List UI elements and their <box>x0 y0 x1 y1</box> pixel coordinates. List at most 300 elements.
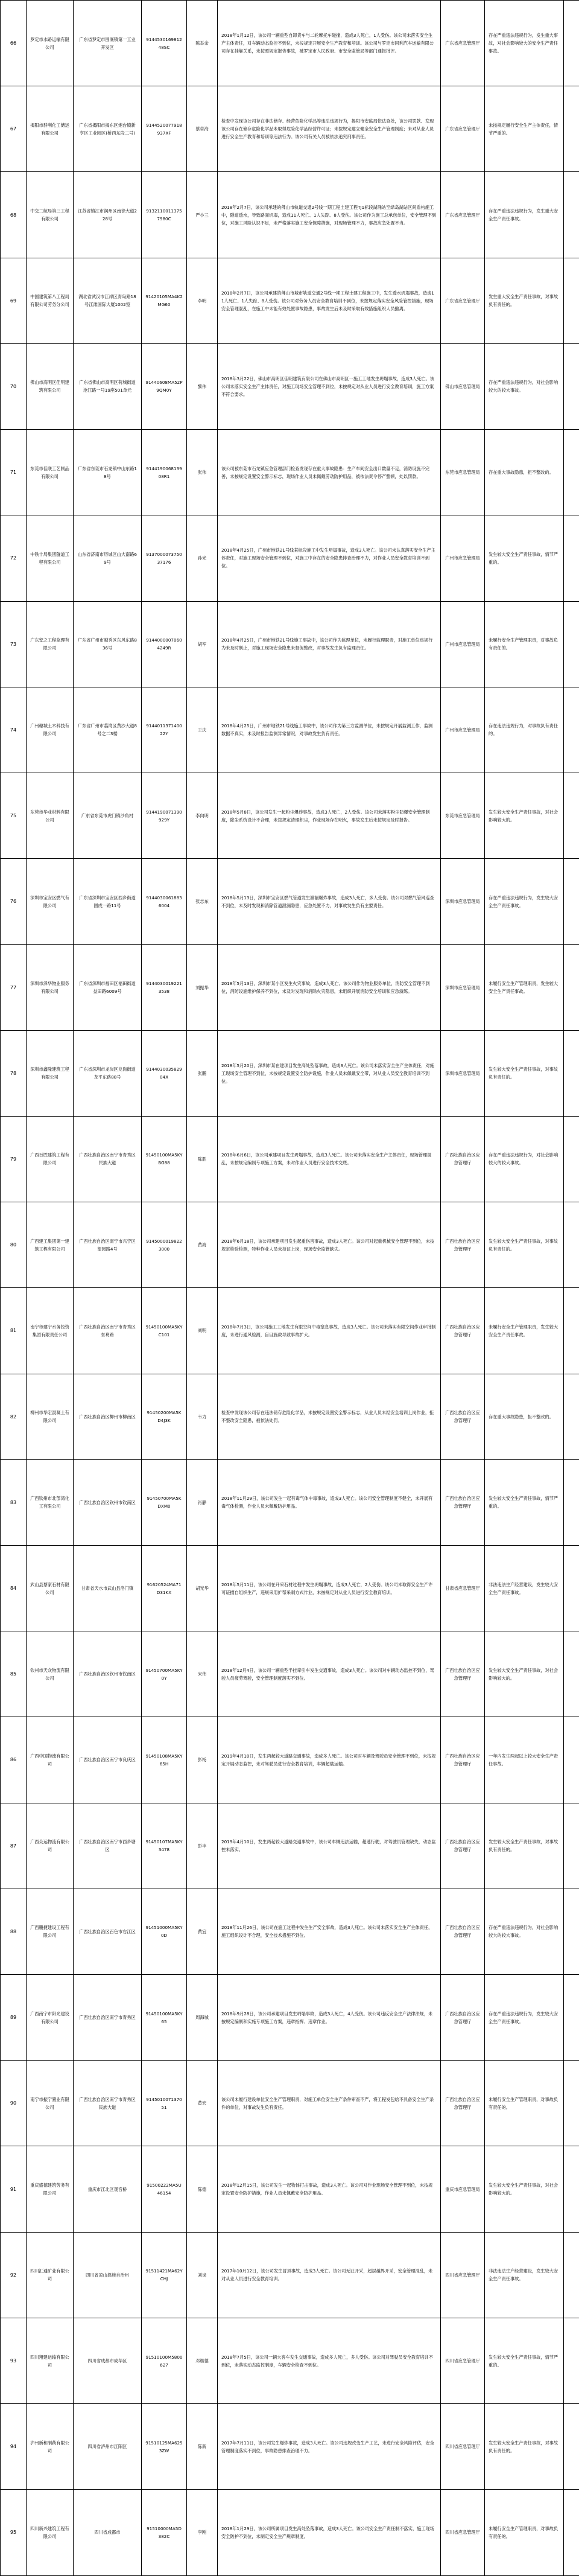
row-number: 73 <box>1 601 27 687</box>
row-number: 74 <box>1 687 27 773</box>
company-address: 广东省罗定市围底镇第一工业开发区 <box>74 1 142 86</box>
company-name: 四川汇通矿业有限公司 <box>27 2232 74 2318</box>
legal-person: 彭杨 <box>187 1717 218 1803</box>
company-name: 广西钦州市北部湾化工有限公司 <box>27 1459 74 1545</box>
authority: 四川省应急管理厅 <box>441 2232 485 2318</box>
listing-reason: 非法违法生产经营建设，发生较大安全生产责任事故。 <box>485 1545 564 1631</box>
authority: 广东省应急管理厅 <box>441 258 485 343</box>
company-address: 广东省东莞市石龙镇中山东路18号 <box>74 430 142 515</box>
table-row <box>1 1202 579 1288</box>
table-row <box>1 2061 579 2146</box>
credit-code: 91440300618836004 <box>142 859 187 945</box>
company-name: 广东安之工程监理有限公司 <box>27 601 74 687</box>
legal-person: 陈德 <box>187 2146 218 2232</box>
listing-reason: 存在违法违规行为，对事故负有责任的。 <box>485 687 564 773</box>
legal-person: 陈举余 <box>187 1 218 86</box>
violation-facts: 2017年7月11日，该公司发生爆炸事故，造成3人死亡。该公司违规改变生产工艺，未进行安全风险评估，安全管理制度落实不到位，事故隐患排查治理不力。 <box>218 2404 441 2490</box>
violation-facts: 2018年7月5日，该公司一辆大客车发生交通事故，造成多人死亡，多人受伤。该公司对驾驶员安全教育培训不到位，未落实动态监控制度，车辆安全检查不到位。 <box>218 2318 441 2403</box>
company-address: 四川省泸州市江阳区 <box>74 2404 142 2490</box>
table-row <box>1 1374 579 1459</box>
legal-person: 李刚 <box>187 2490 218 2575</box>
listing-reason: 发生较大安全生产责任事故，对事故负有责任的。 <box>485 1202 564 1288</box>
remarks <box>564 343 579 429</box>
authority: 四川省应急管理厅 <box>441 2404 485 2490</box>
listing-reason: 一年内发生两起以上较大安全生产责任事故。 <box>485 1717 564 1803</box>
company-address: 重庆市江北区观音桥 <box>74 2146 142 2232</box>
listing-reason: 发生较大安全生产责任事故，对社会影响较大的。 <box>485 2146 564 2232</box>
violation-facts: 2018年11月26日，该公司在施工过程中发生生产安全事故，造成3人死亡。该公司未落实安全生产主体责任，施工组织设计不合理，安全技术措施不到位。 <box>218 1889 441 1974</box>
legal-person: 蔡卓海 <box>187 86 218 172</box>
remarks <box>564 2232 579 2318</box>
company-address: 广东省揭阳市揭东区炮台镇新亨区工业园区(桥西东段二号) <box>74 86 142 172</box>
credit-code: 91510000MA5D382C <box>142 2490 187 2575</box>
remarks <box>564 1717 579 1803</box>
company-name: 广西鹏捷建设工程有限公司 <box>27 1889 74 1974</box>
violation-facts: 2018年6月6日，该公司承建项目发生坍塌事故，造成3人死亡。该公司未落实安全生产主体责任，现场管理混乱，未按规定编制专项施工方案，未对作业人员进行安全技术交底。 <box>218 1116 441 1202</box>
credit-code: 9144190071390929Y <box>142 773 187 858</box>
credit-code: 914403003582904X <box>142 1030 187 1116</box>
violation-facts: 2018年5月13日，深圳市宝安区燃气管道发生泄漏爆炸事故，造成3人死亡，多人受伤。该公司对燃气管网巡查不到位，未及时发现和消除管道泄漏隐患，应急处置不力，对事故发生负有主要责任。 <box>218 859 441 945</box>
row-number: 81 <box>1 1288 27 1374</box>
table-row <box>1 2318 579 2403</box>
credit-code: 91450200MA5KD4J3K <box>142 1374 187 1459</box>
row-number: 86 <box>1 1717 27 1803</box>
remarks <box>564 86 579 172</box>
row-number: 87 <box>1 1803 27 1889</box>
violation-facts: 2017年10月12日，该公司发生冒顶事故，造成3人死亡。该公司无证开采，超层越界开采，安全管理混乱，未对从业人员进行安全教育培训。 <box>218 2232 441 2318</box>
remarks <box>564 1202 579 1288</box>
table-row <box>1 687 579 773</box>
remarks <box>564 1631 579 1717</box>
company-address: 广东省深圳市龙岗区龙岗街道龙平东路88号 <box>74 1030 142 1116</box>
listing-reason: 发生较大安全生产责任事故，情节严重的。 <box>485 1459 564 1545</box>
credit-code: 91440608MA52P9QM0Y <box>142 343 187 429</box>
company-address: 广西壮族自治区南宁市良庆区 <box>74 1717 142 1803</box>
credit-code: 91440300192213538 <box>142 945 187 1030</box>
company-address: 广西壮族自治区百色市右江区 <box>74 1889 142 1974</box>
company-name: 广西众运物流有限公司 <box>27 1803 74 1889</box>
legal-person: 王庆 <box>187 687 218 773</box>
listing-reason: 发生较大安全生产责任事故，对事故负有责任的。 <box>485 1803 564 1889</box>
remarks <box>564 172 579 258</box>
credit-code: 914501007137051 <box>142 2061 187 2146</box>
remarks <box>564 1288 579 1374</box>
listing-reason: 发生较大安全生产责任事故，情节严重的。 <box>485 2318 564 2403</box>
row-number: 68 <box>1 172 27 258</box>
legal-person: 周海城 <box>187 1975 218 2061</box>
table-row <box>1 2146 579 2232</box>
table-row <box>1 2404 579 2490</box>
table-row <box>1 1717 579 1803</box>
table-row <box>1 1116 579 1202</box>
row-number: 84 <box>1 1545 27 1631</box>
company-name: 罗定市水路运输有限公司 <box>27 1 74 86</box>
company-name: 中铁十局集团隧道工程有限公司 <box>27 515 74 601</box>
listing-reason: 发生较大安全生产责任事故，对事故负有责任的。 <box>485 1030 564 1116</box>
authority: 广西壮族自治区应急管理厅 <box>441 1631 485 1717</box>
authority: 四川省应急管理厅 <box>441 2490 485 2575</box>
row-number: 94 <box>1 2404 27 2490</box>
table-row <box>1 515 579 601</box>
authority: 深圳市应急管理局 <box>441 859 485 945</box>
listing-reason: 未履行安全生产管理职责，对事故负有责任的。 <box>485 2061 564 2146</box>
violation-facts: 2018年12月15日，该公司发生一起物体打击事故，造成3人死亡。该公司对作业现场安全管理不到位，未按规定设置安全防护措施，作业人员未佩戴安全防护用品。 <box>218 2146 441 2232</box>
violation-facts: 2018年6月18日，该公司承建项目发生起重伤害事故，造成3人死亡。该公司对起重机械安全管理不到位，未按规定检验检测，特种作业人员未持证上岗，现场安全监管缺失。 <box>218 1202 441 1288</box>
company-name: 广西建工集团第一建筑工程有限公司 <box>27 1202 74 1288</box>
row-number: 85 <box>1 1631 27 1717</box>
authority: 广西壮族自治区应急管理厅 <box>441 1459 485 1545</box>
remarks <box>564 1 579 86</box>
row-number: 78 <box>1 1030 27 1116</box>
authority: 重庆市应急管理局 <box>441 2146 485 2232</box>
credit-code: 914419006813908R1 <box>142 430 187 515</box>
row-number: 79 <box>1 1116 27 1202</box>
legal-person: 孙光 <box>187 515 218 601</box>
credit-code: 91500222MA5U46154 <box>142 2146 187 2232</box>
listing-reason: 发生较大安全生产责任事故，对事故负有责任的。 <box>485 2404 564 2490</box>
listing-reason: 存在严重违法违规行为，发生较大安全生产责任事故。 <box>485 859 564 945</box>
violation-facts: 2018年5月8日，该公司发生一起粉尘爆炸事故，造成3人死亡，2人受伤。该公司未落实粉尘防爆安全管理制度，除尘系统设计不合理，未按规定清理积尘，作业现场存在明火，事故发生后未按规定及时报告。 <box>218 773 441 858</box>
violation-facts: 检查中发现该公司存在非法储存、经营危险化学品等违法违规行为，揭阳市安监局依法查处，该公司罚款、发现该公司存在储存危险化学品未取得危险化学品经营许可证；未按规定建立健全安全生产管理制度；未对从业人员进行安全生产教育和培训等违法行为。该公司有关人员被依法追究刑事责任。 <box>218 86 441 172</box>
authority: 广州市应急管理局 <box>441 601 485 687</box>
remarks <box>564 1374 579 1459</box>
company-address: 广西壮族自治区南宁市青秀区东葛路 <box>74 1288 142 1374</box>
violation-facts: 2018年12月4日，该公司一辆重型半挂牵引车发生交通事故，造成3人死亡。该公司对车辆动态监控不到位，驾驶人员疲劳驾驶，安全管理制度落实不到位。 <box>218 1631 441 1717</box>
credit-code: 9144520077918937XF <box>142 86 187 172</box>
company-address: 广东省广州市越秀区东风东路836号 <box>74 601 142 687</box>
listing-reason: 存在严重违法违规行为，发生重大安全生产责任事故。 <box>485 172 564 258</box>
credit-code: 91450100MA5KY65 <box>142 1975 187 2061</box>
row-number: 92 <box>1 2232 27 2318</box>
company-name: 佛山市高明区佳明建筑有限公司 <box>27 343 74 429</box>
company-name: 东莞市佳联工艺制品有限公司 <box>27 430 74 515</box>
listing-reason: 存在重大事故隐患，拒不整改的。 <box>485 430 564 515</box>
violation-facts: 该公司未履行建设单位安全生产管理职责，对施工单位安全生产条件审查不严，将工程发包给不具备安全生产条件的单位，对事故发生负有责任。 <box>218 2061 441 2146</box>
company-address: 广东省深圳市宝安区西乡街道固戍一路11号 <box>74 859 142 945</box>
violation-facts: 2018年7月3日，该公司施工工地发生有限空间中毒窒息事故，造成3人死亡。该公司未落实有限空间作业审批制度，未进行通风检测，盲目施救导致事故扩大。 <box>218 1288 441 1374</box>
row-number: 67 <box>1 86 27 172</box>
listing-reason: 存在严重违法违规行为，对社会影响较大的较大事故。 <box>485 343 564 429</box>
table-row <box>1 430 579 515</box>
remarks <box>564 2061 579 2146</box>
remarks <box>564 430 579 515</box>
remarks <box>564 773 579 858</box>
violation-facts: 2018年5月11日，该公司在开采石材过程中发生坍塌事故，造成3人死亡，2人受伤。该公司未取得安全生产许可证擅自组织生产，违规采用扩帮采剥方式作业，未按规定对从业人员进行安全教育培训。 <box>218 1545 441 1631</box>
violation-facts: 检查中发现该公司存在违法储存危险化学品，未按规定设置安全警示标志，从业人员未经安全培训上岗作业，拒不整改安全隐患，被依法处罚。 <box>218 1374 441 1459</box>
table-row <box>1 859 579 945</box>
violation-facts: 2018年5月20日，深圳市某在建项目发生高处坠落事故，造成3人死亡。该公司未落实安全生产主体责任，对施工现场安全管理不到位，未按规定设置安全防护设施，作业人员未佩戴安全带，对从业人员安全教育培训不到位。 <box>218 1030 441 1116</box>
authority: 佛山市应急管理局 <box>441 343 485 429</box>
company-address: 广西壮族自治区南宁市西乡塘区 <box>74 1803 142 1889</box>
company-address: 广西壮族自治区钦州市钦南区 <box>74 1459 142 1545</box>
remarks <box>564 859 579 945</box>
remarks <box>564 2318 579 2403</box>
company-address: 江苏省镇江市润州区南徐大道228号 <box>74 172 142 258</box>
row-number: 75 <box>1 773 27 858</box>
legal-person: 刘振华 <box>187 945 218 1030</box>
credit-code: 91420105MA4K2MG60 <box>142 258 187 343</box>
legal-person: 李向明 <box>187 773 218 858</box>
remarks <box>564 1459 579 1545</box>
company-name: 重庆盛德建筑劳务有限公司 <box>27 2146 74 2232</box>
authority: 广西壮族自治区应急管理厅 <box>441 1889 485 1974</box>
legal-person: 刘岗 <box>187 2232 218 2318</box>
legal-person: 韦力 <box>187 1374 218 1459</box>
credit-code: 91510125MA6253ZW <box>142 2404 187 2490</box>
remarks <box>564 1030 579 1116</box>
credit-code: 91451000MA5KY0D <box>142 1889 187 1974</box>
row-number: 66 <box>1 1 27 86</box>
credit-code: 91450107MA5KY3478 <box>142 1803 187 1889</box>
listing-reason: 未履行安全生产管理职责，对事故负有责任的。 <box>485 2490 564 2575</box>
authority: 广西壮族自治区应急管理厅 <box>441 1202 485 1288</box>
authority: 广西壮族自治区应急管理厅 <box>441 1288 485 1374</box>
legal-person: 邓继德 <box>187 2318 218 2403</box>
row-number: 80 <box>1 1202 27 1288</box>
row-number: 93 <box>1 2318 27 2403</box>
company-address: 广西壮族自治区南宁市青秀区 <box>74 1975 142 2061</box>
company-name: 东莞市华业材料有限公司 <box>27 773 74 858</box>
remarks <box>564 515 579 601</box>
company-name: 揭阳市群利化工储运有限公司 <box>27 86 74 172</box>
remarks <box>564 687 579 773</box>
row-number: 91 <box>1 2146 27 2232</box>
listing-reason: 未按规定履行安全生产主体责任，情节严重的。 <box>485 86 564 172</box>
credit-code: 91511421MA62YCHJ <box>142 2232 187 2318</box>
credit-code: 914453016981248SC <box>142 1 187 86</box>
violation-facts: 2018年5月13日，深圳市某小区发生火灾事故，造成3人死亡。该公司作为物业服务单位，消防安全管理不到位，消防设施维护保养不到位，未及时发现和消除火灾隐患，未组织开展消防安全培训和应急演练。 <box>218 945 441 1030</box>
listing-reason: 发生重大安全生产责任事故，对事故负有责任的。 <box>485 258 564 343</box>
company-address: 广西壮族自治区钦州市钦南区 <box>74 1631 142 1717</box>
remarks <box>564 2404 579 2490</box>
table-row <box>1 1288 579 1374</box>
listing-reason: 存在严重违法违规行为，对社会影响较大的较大事故。 <box>485 1889 564 1974</box>
authority: 四川省应急管理厅 <box>441 2318 485 2403</box>
authority: 广西壮族自治区应急管理厅 <box>441 1717 485 1803</box>
company-address: 广东省东莞市虎门镇沙角村 <box>74 773 142 858</box>
company-address: 甘肃省天水市武山县洛门镇 <box>74 1545 142 1631</box>
listing-reason: 存在严重违法违规行为，发生重大事故，对社会影响较大的安全生产责任事故。 <box>485 1 564 86</box>
table-row <box>1 258 579 343</box>
company-name: 武山县蔡家石材有限公司 <box>27 1545 74 1631</box>
company-name: 广州穗城土木科技有限公司 <box>27 687 74 773</box>
authority: 广东省应急管理厅 <box>441 1 485 86</box>
legal-person: 胡光华 <box>187 1545 218 1631</box>
row-number: 71 <box>1 430 27 515</box>
violation-facts: 2018年9月28日，该公司承建项目发生坍塌事故，造成3人死亡，4人受伤。该公司违反安全生产法律法规，未按规定编制和实施专项施工方案，违章指挥、违章作业。 <box>218 1975 441 2061</box>
company-name: 中国建筑第八工程局有限公司劳务分公司 <box>27 258 74 343</box>
company-name: 南宁市建宁水务投资集团有限责任公司 <box>27 1288 74 1374</box>
table-row <box>1 945 579 1030</box>
row-number: 88 <box>1 1889 27 1974</box>
row-number: 76 <box>1 859 27 945</box>
company-address: 山东省济南市历城区山大南路69号 <box>74 515 142 601</box>
listing-reason: 存在严重违法违规行为，发生较大安全生产责任事故。 <box>485 1975 564 2061</box>
company-address: 广西壮族自治区南宁市兴宁区望园路4号 <box>74 1202 142 1288</box>
company-address: 广东省佛山市高明区荷城街道沧江路一号19座501单元 <box>74 343 142 429</box>
legal-person: 张伟 <box>187 430 218 515</box>
listing-reason: 存在重大事故隐患，拒不整改的。 <box>485 1374 564 1459</box>
company-name: 钦州市天众物流有限公司 <box>27 1631 74 1717</box>
table-row <box>1 1975 579 2061</box>
credit-code: 91450100MA5KYBG88 <box>142 1116 187 1202</box>
remarks <box>564 1116 579 1202</box>
authority: 东莞市应急管理局 <box>441 430 485 515</box>
company-name: 四川新兴建筑工程有限公司 <box>27 2490 74 2575</box>
listing-reason: 发生较大安全生产责任事故，情节严重的。 <box>485 515 564 601</box>
row-number: 82 <box>1 1374 27 1459</box>
company-address: 四川省成都市成华区 <box>74 2318 142 2403</box>
table-row <box>1 2490 579 2575</box>
authority: 深圳市应急管理局 <box>441 1030 485 1116</box>
credit-code: 914401137140022Y <box>142 687 187 773</box>
listing-reason: 未履行安全生产管理职责，对事故负有责任的。 <box>485 601 564 687</box>
violation-facts: 2018年4月25日，广州市地铁21号线某标段施工中发生坍塌事故，造成3人死亡。该公司未认真落实安全生产主体责任，对施工现场安全管理不到位，对施工中存在的安全隐患排查治理不力，对作业人员安全教育培训不到位。 <box>218 515 441 601</box>
remarks <box>564 1803 579 1889</box>
authority: 广东省应急管理厅 <box>441 86 485 172</box>
legal-person: 陈新 <box>187 2404 218 2490</box>
remarks <box>564 2490 579 2575</box>
company-address: 四川省凉山彝族自治州 <box>74 2232 142 2318</box>
table-row <box>1 172 579 258</box>
authority: 甘肃省应急管理厅 <box>441 1545 485 1631</box>
company-name: 中交二航局第三工程有限公司 <box>27 172 74 258</box>
row-number: 77 <box>1 945 27 1030</box>
legal-person: 严小三 <box>187 172 218 258</box>
company-address: 广西壮族自治区南宁市青秀区民族大道 <box>74 2061 142 2146</box>
legal-person: 黄海 <box>187 1202 218 1288</box>
company-name: 深圳市宝安区燃气有限公司 <box>27 859 74 945</box>
table-row <box>1 86 579 172</box>
company-address: 广东省广州市荔湾区黄沙大道8号之二3楼 <box>74 687 142 773</box>
legal-person: 黄宏 <box>187 2061 218 2146</box>
authority: 广州市应急管理局 <box>441 687 485 773</box>
listing-reason: 发生较大安全生产责任事故，对社会影响较大的。 <box>485 773 564 858</box>
violation-facts: 2018年4月25日，广州市地铁21号线施工事故中，该公司作为第三方监测单位，未按规定开展监测工作，监测数据不真实，未及时报告监测异常情况，对事故发生负有责任。 <box>218 687 441 773</box>
row-number: 72 <box>1 515 27 601</box>
violation-facts: 2018年3月22日，佛山市高明区佳明建筑有限公司在佛山市高明区一施工工地发生坍塌事故，造成3人死亡。该公司未落实安全生产主体责任，对施工现场安全管理不到位，未按规定对从业人员进行安全教育培训，施工方案不符合要求。 <box>218 343 441 429</box>
violation-facts: 2019年4月10日，发生两起较大道路交通事故中，该公司车辆违法运输，超速行驶，对驾驶员管理缺失，动态监控未落实。 <box>218 1803 441 1889</box>
row-number: 69 <box>1 258 27 343</box>
remarks <box>564 601 579 687</box>
company-name: 广西百胜建筑工程有限公司 <box>27 1116 74 1202</box>
listing-reason: 发生较大安全生产责任事故，对社会影响较大的。 <box>485 1631 564 1717</box>
table-row <box>1 1 579 86</box>
table-row <box>1 2232 579 2318</box>
table-row <box>1 1459 579 1545</box>
violation-facts: 2018年2月7日，该公司承建的佛山市城市轨道交通2号线一期工程土建工程施工中，发生透水坍塌事故，造成11人死亡、1人失踪、8人受伤。该公司对劳务人员安全教育培训不到位，未按规定落实安全风险管控措施，现场安全管理混乱，在施工中未能有效处置事故隐患，事故发生后未及时采取有效措施组织人员撤离。 <box>218 258 441 343</box>
table-row <box>1 1803 579 1889</box>
remarks <box>564 1889 579 1974</box>
listing-reason: 存在严重违法违规行为，对社会影响较大的较大事故。 <box>485 1116 564 1202</box>
legal-person: 宋伟 <box>187 1631 218 1717</box>
company-name: 广西南宁市阳光建设有限公司 <box>27 1975 74 2061</box>
violation-facts: 2018年1月12日，该公司一辆重型自卸货车与二轮摩托车碰撞，造成3人死亡，1人受伤。该公司未落实安全生产主体责任，对车辆动态监控不到位，未按规定开展安全生产教育和培训。该公司与罗定市同利汽车运输有限公司存在挂靠关系，未按照规定报告事故，被罗定市人民政府、市安全监管局等部门通报批评。 <box>218 1 441 86</box>
authority: 广东省应急管理厅 <box>441 172 485 258</box>
violation-facts: 2018年2月7日，该公司承建的佛山市轨道交通2号线一期工程土建工程TJ1标段湖涌站至绿岛湖站区间盾构施工中，隧道透水，导致路面坍塌，造成11人死亡、1人失踪、8人受伤。该公司作为施工总承包单位，安全管理不到位，对施工风险认识不足，未严格落实施工安全保障措施，对现场管理不力，事故应急处置不当。 <box>218 172 441 258</box>
authority: 广州市应急管理局 <box>441 515 485 601</box>
credit-code: 91620524MA71D31KX <box>142 1545 187 1631</box>
legal-person: 肖静 <box>187 1459 218 1545</box>
credit-code: 91440000070604249R <box>142 601 187 687</box>
row-number: 89 <box>1 1975 27 2061</box>
company-address: 四川省成都市 <box>74 2490 142 2575</box>
credit-code: 91510100M5800627 <box>142 2318 187 2403</box>
credit-code: 91450108MA5KY65H <box>142 1717 187 1803</box>
violation-facts: 2019年4月10日，发生两起较大道路交通事故，造成多人死亡。该公司对车辆及驾驶员安全管理不到位，未按规定开展动态监控，未对驾驶员进行安全教育培训，车辆超载运输。 <box>218 1717 441 1803</box>
credit-code: 91450100MA5KYC101 <box>142 1288 187 1374</box>
legal-person: 张志东 <box>187 859 218 945</box>
legal-person: 彭丰 <box>187 1803 218 1889</box>
company-address: 广西壮族自治区柳州市柳南区 <box>74 1374 142 1459</box>
credit-code: 913700007375037176 <box>142 515 187 601</box>
table-row <box>1 773 579 858</box>
company-name: 四川翔建运输有限公司 <box>27 2318 74 2403</box>
table-row <box>1 1889 579 1974</box>
listing-reason: 非法违法生产经营建设，发生较大安全生产责任事故。 <box>485 2232 564 2318</box>
row-number: 83 <box>1 1459 27 1545</box>
company-name: 柳州市华宏混凝土有限公司 <box>27 1374 74 1459</box>
remarks <box>564 945 579 1030</box>
credit-code: 91321100113757980C <box>142 172 187 258</box>
legal-person: 胡军 <box>187 601 218 687</box>
company-name: 广西中国物流有限公司 <box>27 1717 74 1803</box>
company-address: 广东省深圳市福田区福田街道益田路6009号 <box>74 945 142 1030</box>
company-address: 广西壮族自治区南宁市青秀区民族大道 <box>74 1116 142 1202</box>
credit-code: 91450700MA5KDXM0 <box>142 1459 187 1545</box>
table-row <box>1 1545 579 1631</box>
credit-code: 91450000198223000 <box>142 1202 187 1288</box>
authority: 广西壮族自治区应急管理厅 <box>441 2061 485 2146</box>
credit-code: 91450700MA5KY0Y <box>142 1631 187 1717</box>
authority: 广西壮族自治区应急管理厅 <box>441 1116 485 1202</box>
authority: 广西壮族自治区应急管理厅 <box>441 1374 485 1459</box>
company-name: 深圳市泽华物业服务有限公司 <box>27 945 74 1030</box>
table-row <box>1 1030 579 1116</box>
company-name: 深圳市鑫隆建筑工程有限公司 <box>27 1030 74 1116</box>
legal-person: 黄宜 <box>187 1889 218 1974</box>
table-row <box>1 601 579 687</box>
remarks <box>564 258 579 343</box>
company-name: 泸州新和制药有限公司 <box>27 2404 74 2490</box>
violation-facts: 2018年11月29日，该公司发生一起有毒气体中毒事故，造成3人死亡。该公司安全管理制度不健全，未开展有毒气体检测，作业人员未佩戴防护用品。 <box>218 1459 441 1545</box>
legal-person: 陈胜 <box>187 1116 218 1202</box>
listing-reason: 未履行安全生产管理职责，发生较大安全生产责任事故。 <box>485 1288 564 1374</box>
authority: 东莞市应急管理局 <box>441 773 485 858</box>
table-row <box>1 343 579 429</box>
row-number: 95 <box>1 2490 27 2575</box>
violation-facts: 该公司被东莞市石龙镇应急管理部门检查发现存在重大事故隐患：生产车间安全出口数量不足，消防设施不完善，未按规定设置安全警示标志，现场作业人员未佩戴劳动防护用品，被依法责令停产整顿，处以罚款。 <box>218 430 441 515</box>
legal-person: 张鹏 <box>187 1030 218 1116</box>
row-number: 70 <box>1 343 27 429</box>
authority: 广西壮族自治区应急管理厅 <box>441 1975 485 2061</box>
remarks <box>564 1975 579 2061</box>
authority: 广西壮族自治区应急管理厅 <box>441 1803 485 1889</box>
remarks <box>564 1545 579 1631</box>
remarks <box>564 2146 579 2232</box>
legal-person: 刘明 <box>187 1288 218 1374</box>
company-address: 湖北省武汉市江岸区青岛路18号江滩国际大厦1002室 <box>74 258 142 343</box>
authority: 深圳市应急管理局 <box>441 945 485 1030</box>
table-row <box>1 1631 579 1717</box>
row-number: 90 <box>1 2061 27 2146</box>
listing-reason: 未履行安全生产管理职责，发生较大安全生产责任事故。 <box>485 945 564 1030</box>
violation-facts: 2018年1月29日，该公司所属项目发生高处坠落事故，造成3人死亡。该公司安全生产责任制不落实，施工现场安全防护不到位，未制定安全生产规章制度。 <box>218 2490 441 2575</box>
legal-person: 黎伟 <box>187 343 218 429</box>
legal-person: 李明 <box>187 258 218 343</box>
violation-facts: 2018年4月25日，广州市地铁21号线施工事故中，该公司作为监理单位，未履行监理职责，对施工单位违规行为未及时制止，对施工现场安全隐患未督促整改，对事故发生负有监理责任。 <box>218 601 441 687</box>
company-name: 南宁市振宁置业有限公司 <box>27 2061 74 2146</box>
